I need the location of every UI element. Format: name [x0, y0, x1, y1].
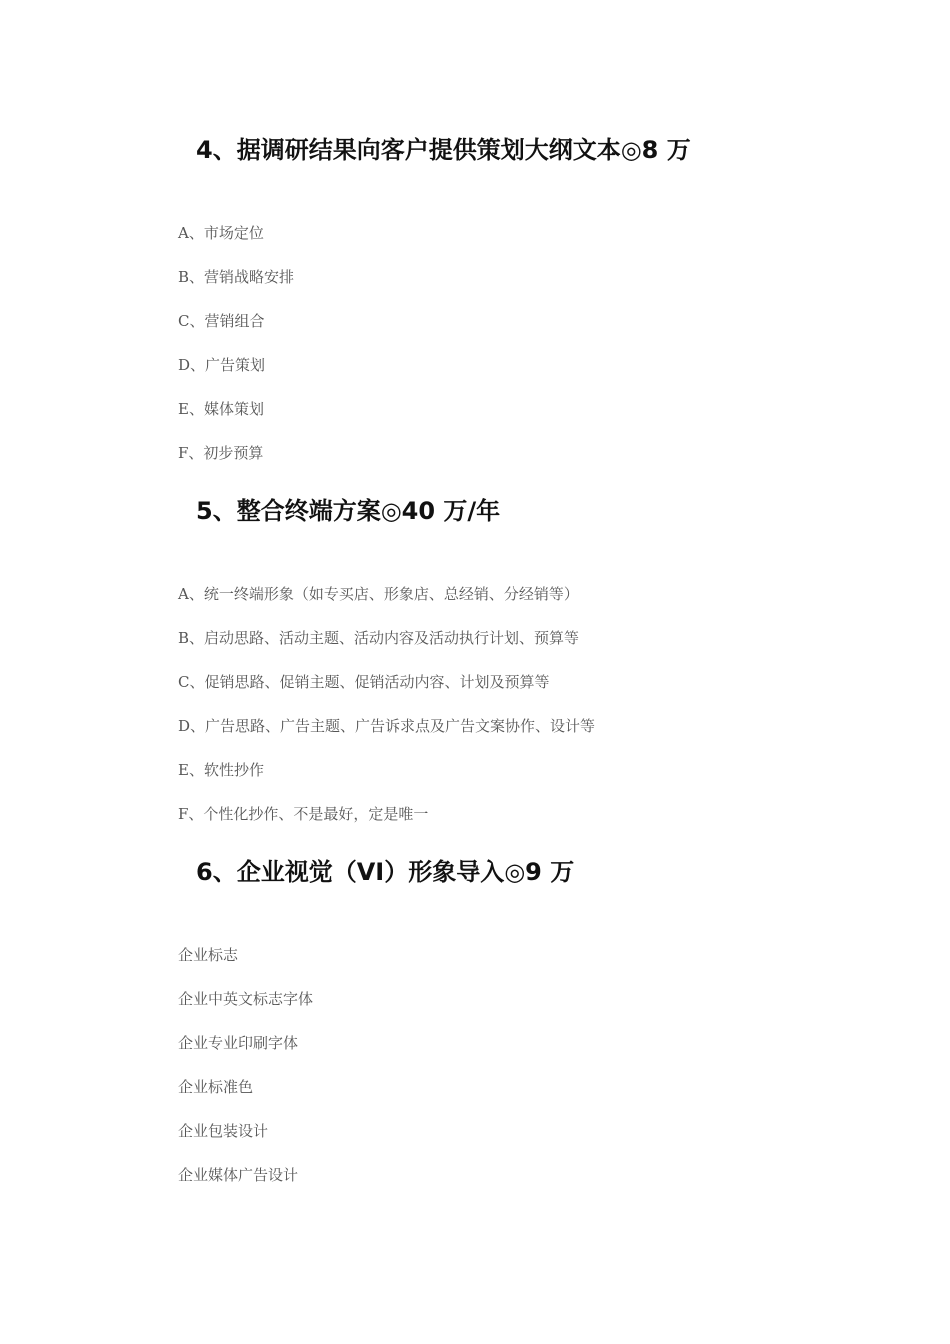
section-heading-4: 4、据调研结果向客户提供策划大纲文本◎8 万	[196, 136, 691, 164]
list-item: 企业中英文标志字体	[178, 990, 314, 1008]
list-item: B、营销战略安排	[178, 268, 295, 286]
list-item: D、广告策划	[178, 356, 266, 374]
section-heading-5: 5、整合终端方案◎40 万/年	[196, 497, 501, 525]
list-item: 企业专业印刷字体	[178, 1034, 299, 1052]
list-item: F、个性化抄作、不是最好，定是唯一	[178, 805, 429, 823]
list-item: C、营销组合	[178, 312, 265, 330]
list-item: D、广告思路、广告主题、广告诉求点及广告文案协作、设计等	[178, 717, 596, 735]
section-heading-6: 6、企业视觉（VI）形象导入◎9 万	[196, 858, 575, 886]
list-item: 企业标志	[178, 946, 239, 964]
list-item: C、促销思路、促销主题、促销活动内容、计划及预算等	[178, 673, 550, 691]
list-item: E、媒体策划	[178, 400, 264, 418]
list-item: E、软性抄作	[178, 761, 264, 779]
list-item: 企业媒体广告设计	[178, 1166, 299, 1184]
list-item: A、市场定位	[178, 224, 264, 242]
list-item: B、启动思路、活动主题、活动内容及活动执行计划、预算等	[178, 629, 580, 647]
list-item: A、统一终端形象（如专买店、形象店、总经销、分经销等）	[178, 585, 579, 603]
list-item: F、初步预算	[178, 444, 264, 462]
list-item: 企业包装设计	[178, 1122, 269, 1140]
list-item: 企业标准色	[178, 1078, 254, 1096]
